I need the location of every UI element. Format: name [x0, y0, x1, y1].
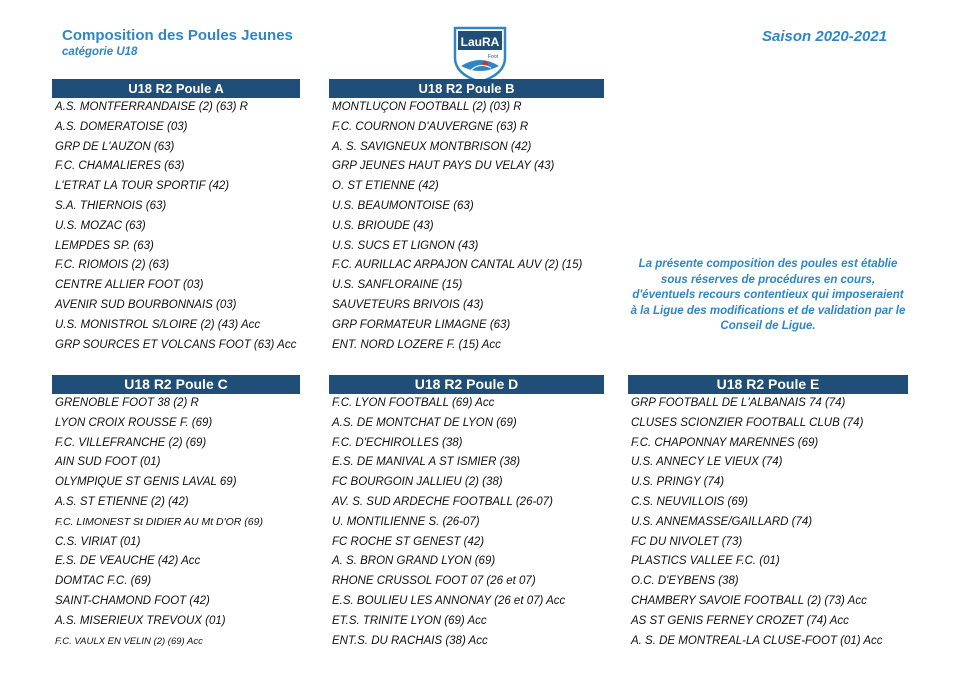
- team-entry: A. S. SAVIGNEUX MONTBRISON (42): [332, 140, 532, 153]
- team-entry: CENTRE ALLIER FOOT (03): [55, 279, 204, 292]
- team-entry: U.S. MOZAC (63): [55, 219, 146, 232]
- team-entry: A.S. MONTFERRANDAISE (2) (63) R: [55, 101, 248, 113]
- team-entry: U.S. ANNECY LE VIEUX (74): [631, 456, 783, 469]
- group-poule-a: [52, 79, 300, 355]
- team-entry: U.S. PRINGY (74): [631, 476, 725, 489]
- team-entry: LYON CROIX ROUSSE F. (69): [55, 416, 213, 429]
- group-poule-b: [329, 79, 604, 355]
- team-entry: S.A. THIERNOIS (63): [55, 199, 167, 212]
- document-subtitle: catégorie U18: [62, 46, 138, 58]
- team-entry: F.C. LIMONEST St DIDIER AU Mt D'OR (69): [55, 515, 263, 528]
- team-entry: DOMTAC F.C. (69): [55, 575, 152, 588]
- team-entry: A.S. DOMERATOISE (03): [55, 120, 188, 133]
- group-header: U18 R2 Poule C: [52, 375, 300, 394]
- team-entry: GRENOBLE FOOT 38 (2) R: [55, 397, 199, 409]
- team-entry: A.S. ST ETIENNE (2) (42): [55, 495, 189, 508]
- team-entry: E.S. BOULIEU LES ANNONAY (26 et 07) Acc: [332, 594, 566, 607]
- team-entry: FC ROCHE ST GENEST (42): [332, 535, 485, 548]
- team-entry: F.C. D'ECHIROLLES (38): [332, 436, 463, 449]
- team-entry: L'ETRAT LA TOUR SPORTIF (42): [55, 180, 230, 193]
- team-entry: GRP FORMATEUR LIMAGNE (63): [332, 318, 511, 331]
- group-header: U18 R2 Poule B: [329, 79, 604, 98]
- team-entry: GRP DE L'AUZON (63): [55, 140, 175, 153]
- group-poule-e: [628, 375, 908, 651]
- team-entry: A. S. DE MONTREAL-LA CLUSE-FOOT (01) Acc: [631, 634, 883, 647]
- team-entry: A.S. DE MONTCHAT DE LYON (69): [332, 416, 517, 429]
- group-header: U18 R2 Poule E: [628, 375, 908, 394]
- group-poule-d: [329, 375, 604, 651]
- group-header: U18 R2 Poule D: [329, 375, 604, 394]
- team-entry: A. S. BRON GRAND LYON (69): [332, 555, 496, 568]
- team-entry: AV. S. SUD ARDECHE FOOTBALL (26-07): [332, 495, 553, 508]
- team-entry: ENT.S. DU RACHAIS (38) Acc: [332, 634, 488, 647]
- team-entry: E.S. DE VEAUCHE (42) Acc: [55, 555, 201, 568]
- document-title: Composition des Poules Jeunes: [62, 27, 293, 44]
- team-entry: MONTLUÇON FOOTBALL (2) (03) R: [332, 101, 522, 113]
- team-entry: ET.S. TRINITE LYON (69) Acc: [332, 614, 487, 627]
- team-entry: FC DU NIVOLET (73): [631, 535, 743, 548]
- team-entry: F.C. CHAPONNAY MARENNES (69): [631, 436, 819, 449]
- team-entry: SAUVETEURS BRIVOIS (43): [332, 298, 484, 311]
- team-entry: F.C. VILLEFRANCHE (2) (69): [55, 436, 207, 449]
- team-entry: FC BOURGOIN JALLIEU (2) (38): [332, 476, 503, 489]
- team-entry: F.C. LYON FOOTBALL (69) Acc: [332, 397, 495, 409]
- team-entry: O.C. D'EYBENS (38): [631, 575, 739, 588]
- laura-foot-logo: [449, 24, 511, 84]
- team-entry: SAINT-CHAMOND FOOT (42): [55, 594, 210, 607]
- group-header: U18 R2 Poule A: [52, 79, 300, 98]
- team-entry: C.S. NEUVILLOIS (69): [631, 495, 748, 508]
- logo-text: LauRA: [460, 35, 500, 49]
- team-entry: E.S. DE MANIVAL A ST ISMIER (38): [332, 456, 521, 469]
- team-entry: CLUSES SCIONZIER FOOTBALL CLUB (74): [631, 416, 864, 429]
- team-entry: AS ST GENIS FERNEY CROZET (74) Acc: [631, 614, 849, 627]
- team-entry: U.S. BRIOUDE (43): [332, 219, 434, 232]
- team-entry: RHONE CRUSSOL FOOT 07 (26 et 07): [332, 575, 536, 588]
- team-entry: F.C. RIOMOIS (2) (63): [55, 259, 170, 272]
- team-entry: U. MONTILIENNE S. (26-07): [332, 515, 480, 528]
- team-entry: U.S. ANNEMASSE/GAILLARD (74): [631, 515, 813, 528]
- team-entry: F.C. VAULX EN VELIN (2) (69) Acc: [55, 635, 203, 647]
- team-entry: U.S. SUCS ET LIGNON (43): [332, 239, 479, 252]
- team-entry: A.S. MISERIEUX TREVOUX (01): [55, 614, 226, 627]
- team-entry: GRP SOURCES ET VOLCANS FOOT (63) Acc: [55, 338, 297, 351]
- logo-subtext: Foot: [487, 54, 499, 60]
- team-entry: U.S. SANFLORAINE (15): [332, 279, 463, 292]
- team-entry: GRP JEUNES HAUT PAYS DU VELAY (43): [332, 160, 555, 173]
- team-entry: PLASTICS VALLEE F.C. (01): [631, 555, 780, 568]
- team-entry: F.C. COURNON D'AUVERGNE (63) R: [332, 120, 529, 133]
- team-entry: U.S. MONISTROL S/LOIRE (2) (43) Acc: [55, 318, 261, 331]
- team-entry: F.C. CHAMALIERES (63): [55, 160, 185, 173]
- group-poule-c: [52, 375, 300, 651]
- team-entry: OLYMPIQUE ST GENIS LAVAL 69): [55, 476, 237, 489]
- disclaimer-notice: La présente composition des poules est établie sous réserves de procédures en cours, d'éventuels recours contentieux qui imposeraient à la Ligue des modifications et de validation par le Conseil de Ligue.: [630, 258, 906, 333]
- team-entry: AIN SUD FOOT (01): [55, 456, 161, 469]
- team-entry: F.C. AURILLAC ARPAJON CANTAL AUV (2) (15): [332, 259, 583, 272]
- team-entry: AVENIR SUD BOURBONNAIS (03): [55, 298, 237, 311]
- season-label: Saison 2020-2021: [762, 28, 888, 45]
- team-entry: O. ST ETIENNE (42): [332, 180, 439, 193]
- team-entry: U.S. BEAUMONTOISE (63): [332, 199, 474, 212]
- team-entry: ENT. NORD LOZERE F. (15) Acc: [332, 338, 501, 351]
- team-entry: GRP FOOTBALL DE L'ALBANAIS 74 (74): [631, 397, 846, 409]
- team-entry: C.S. VIRIAT (01): [55, 535, 141, 548]
- team-entry: CHAMBERY SAVOIE FOOTBALL (2) (73) Acc: [631, 594, 867, 607]
- team-entry: LEMPDES SP. (63): [55, 239, 154, 252]
